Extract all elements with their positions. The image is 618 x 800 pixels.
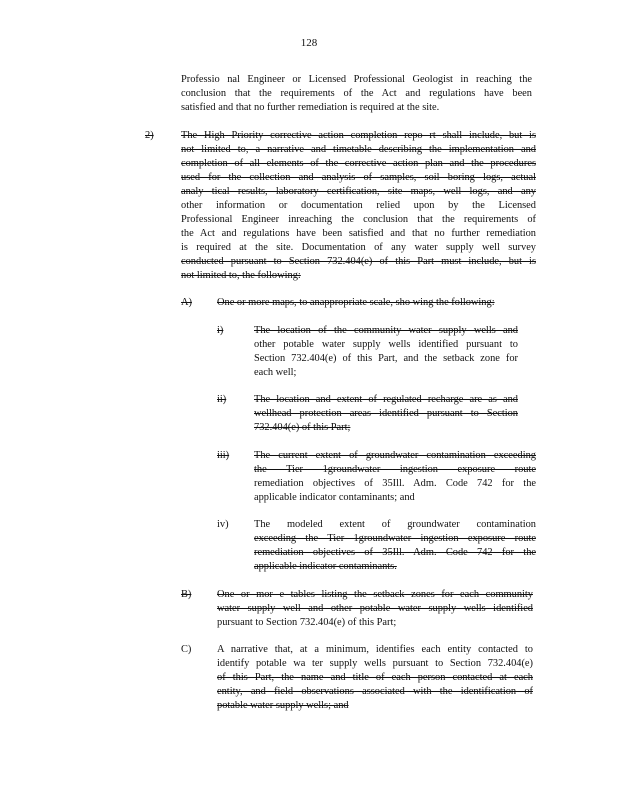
paragraph-line: A narrative that, at a minimum, identifies each entity contacted to	[217, 644, 533, 655]
page-number: 128	[300, 37, 318, 49]
sub-i-label: i)	[217, 325, 224, 336]
paragraph-line: not limited to, a narrative and timetable describing the implementation and	[181, 144, 536, 155]
intro-paragraph	[181, 73, 532, 115]
item-c-label: C)	[181, 644, 192, 655]
paragraph-line: entity, and field observations associated with the identification of	[217, 686, 533, 697]
paragraph-line: is required at the site. Documentation of any water supply well survey	[181, 242, 536, 253]
paragraph-line: wellhead protection areas identified pursuant to Section	[254, 408, 518, 419]
paragraph-line: remediation objectives of 35Ill. Adm. Code 742 for the	[254, 478, 536, 489]
sub-iv-label: iv)	[217, 519, 229, 530]
sub-ii-paragraph	[254, 393, 518, 435]
paragraph-line: not limited to, the following:	[181, 270, 301, 281]
intro-line: satisfied and that no further remediation is required at the site.	[181, 102, 440, 113]
paragraph-line: Professional Engineer inreaching the conclusion that the requirements of	[181, 214, 536, 225]
paragraph-line: One or mor e tables listing the setback zones for each community	[217, 589, 533, 600]
paragraph-line: conducted pursuant to Section 732.404(e) of this Part must include, but is	[181, 256, 536, 267]
sub-iv-paragraph	[254, 518, 536, 574]
item-b-label: B)	[181, 589, 192, 600]
sub-i-paragraph	[254, 324, 518, 380]
paragraph-line: completion of all elements of the corrective action plan and the procedures	[181, 158, 536, 169]
paragraph-line: used for the collection and analysis of samples, soil boring logs, actual	[181, 172, 536, 183]
paragraph-line: water supply well and other potable water supply wells identified	[217, 603, 533, 614]
paragraph-line: each well;	[254, 367, 297, 378]
paragraph-line: the Act and regulations have been satisfied and that no further remediation	[181, 228, 536, 239]
paragraph-line: The High Priority corrective action completion repo rt shall include, but is	[181, 130, 536, 141]
item-a-paragraph	[217, 296, 533, 310]
item-2-paragraph	[181, 129, 536, 283]
paragraph-line: The location and extent of regulated recharge are as and	[254, 394, 518, 405]
paragraph-line: remediation objectives of 35Ill. Adm. Code 742 for the	[254, 547, 536, 558]
paragraph-line: other potable water supply wells identified pursuant to	[254, 339, 518, 350]
item-a-label: A)	[181, 297, 192, 308]
sub-iii-paragraph	[254, 449, 536, 505]
paragraph-line: other information or documentation relied upon by the Licensed	[181, 200, 536, 211]
item-2-label: 2)	[145, 130, 154, 141]
intro-line: Professio nal Engineer or Licensed Professional Geologist in reaching the	[181, 74, 532, 85]
item-b-paragraph	[217, 588, 533, 630]
paragraph-line: applicable indicator contaminants.	[254, 561, 397, 572]
paragraph-line: The modeled extent of groundwater contamination	[254, 519, 536, 530]
paragraph-line: the Tier 1groundwater ingestion exposure route	[254, 464, 536, 475]
paragraph-line: exceeding the Tier 1groundwater ingestion exposure route	[254, 533, 536, 544]
item-c-paragraph	[217, 643, 533, 713]
intro-line: conclusion that the requirements of the Act and regulations have been	[181, 88, 532, 99]
paragraph-line: The location of the community water supply wells and	[254, 325, 518, 336]
paragraph-line: The current extent of groundwater contamination exceeding	[254, 450, 536, 461]
sub-ii-label: ii)	[217, 394, 227, 405]
paragraph-line: identify potable wa ter supply wells pursuant to Section 732.404(e)	[217, 658, 533, 669]
paragraph-line: pursuant to Section 732.404(e) of this Part;	[217, 617, 397, 628]
paragraph-line: applicable indicator contaminants; and	[254, 492, 415, 503]
paragraph-line: analy tical results, laboratory certification, site maps, well logs, and any	[181, 186, 536, 197]
paragraph-line: of this Part, the name and title of each person contacted at each	[217, 672, 533, 683]
paragraph-line: potable water supply wells; and	[217, 700, 349, 711]
paragraph-line: One or more maps, to anappropriate scale, sho wing the following:	[217, 297, 495, 308]
sub-iii-label: iii)	[217, 450, 230, 461]
paragraph-line: Section 732.404(e) of this Part, and the setback zone for	[254, 353, 518, 364]
paragraph-line: 732.404(e) of this Part;	[254, 422, 351, 433]
